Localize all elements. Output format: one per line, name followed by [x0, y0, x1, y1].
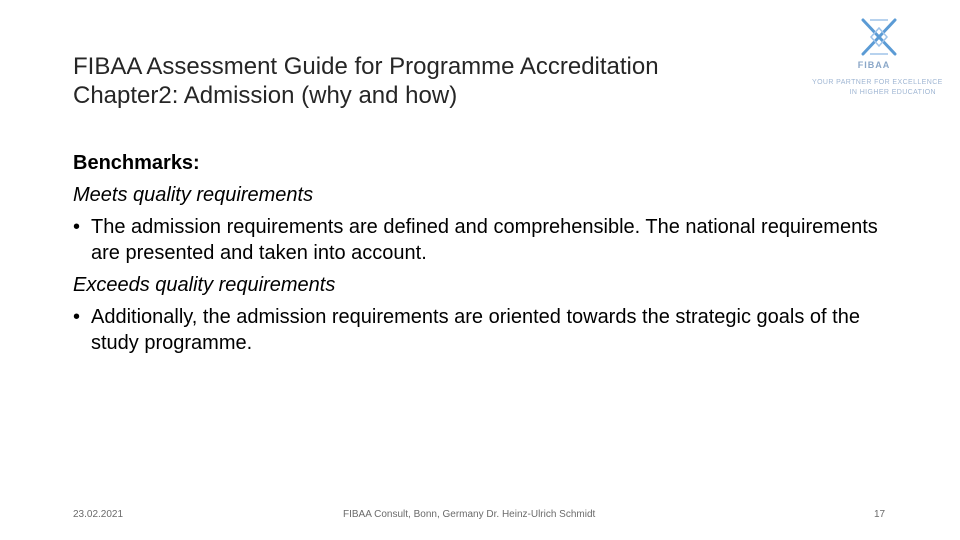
bullet-point: • [73, 306, 81, 328]
slide-title [73, 52, 773, 110]
meets-quality-label: Meets quality requirements [73, 184, 314, 206]
exceeds-quality-text: Additionally, the admission requirements are oriented towards the strategic goals of the study programme. [91, 306, 860, 354]
exceeds-quality-label: Exceeds quality requirements [73, 274, 336, 296]
meets-quality-text: The admission requirements are defined and comprehensible. The national requirements are presented and taken into account. [91, 216, 878, 264]
fibaa-x-mark-icon [857, 16, 901, 58]
benchmarks-heading: Benchmarks: [73, 152, 200, 174]
meets-quality-bullet [73, 214, 903, 266]
bullet-point: • [73, 216, 81, 238]
slide-number: 17 [874, 509, 886, 520]
fibaa-logo [812, 16, 943, 106]
exceeds-quality-bullet [73, 304, 903, 356]
title-line-2: Chapter2: Admission (why and how) [73, 82, 458, 109]
slide-body [73, 150, 903, 362]
logo-tagline-1: YOUR PARTNER FOR EXCELLENCE [812, 79, 943, 86]
footer-center-text: FIBAA Consult, Bonn, Germany Dr. Heinz-Ulrich Schmidt [343, 509, 596, 520]
footer-date: 23.02.2021 [73, 509, 124, 520]
logo-tagline-2: IN HIGHER EDUCATION [849, 89, 936, 96]
logo-brand-text: FIBAA [857, 60, 891, 70]
title-line-1: FIBAA Assessment Guide for Programme Accreditation [73, 53, 659, 80]
